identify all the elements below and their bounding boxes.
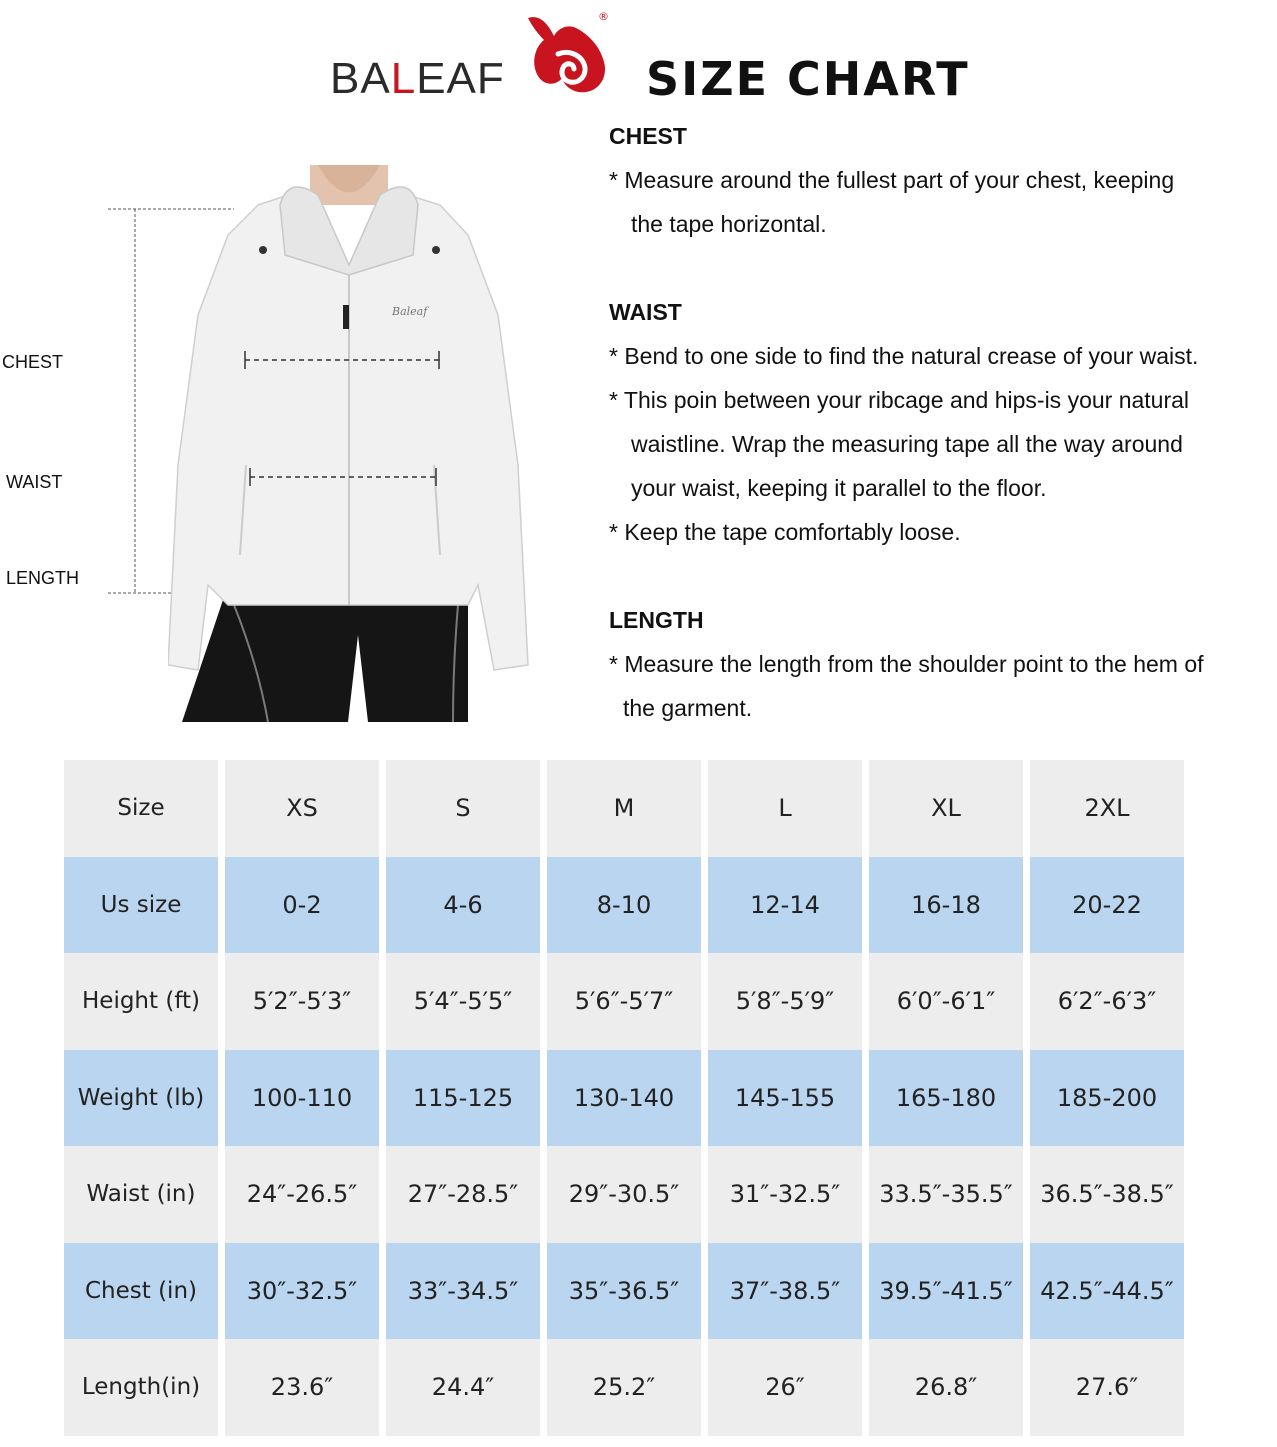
- table-cell: M: [547, 760, 701, 857]
- table-cell: 30″-32.5″: [225, 1243, 379, 1340]
- table-cell: 39.5″-41.5″: [869, 1243, 1023, 1340]
- waist-text-4: your waist, keeping it parallel to the floor.: [631, 475, 1047, 501]
- table-cell: 24″-26.5″: [225, 1146, 379, 1243]
- table-cell: 4-6: [386, 857, 540, 954]
- table-cell: 100-110: [225, 1050, 379, 1147]
- table-cell: 20-22: [1030, 857, 1184, 954]
- table-row-us-size: [64, 857, 1186, 954]
- size-table: [64, 760, 1186, 1436]
- chest-heading: CHEST: [609, 123, 687, 149]
- table-row-waist: [64, 1146, 1186, 1243]
- table-cell: XL: [869, 760, 1023, 857]
- table-cell: 36.5″-38.5″: [1030, 1146, 1184, 1243]
- waist-label: WAIST: [6, 472, 63, 492]
- table-cell: 185-200: [1030, 1050, 1184, 1147]
- table-cell: 24.4″: [386, 1339, 540, 1436]
- table-cell: 35″-36.5″: [547, 1243, 701, 1340]
- baleaf-flame-logo-icon: [518, 6, 618, 98]
- table-cell: 42.5″-44.5″: [1030, 1243, 1184, 1340]
- table-row-length: [64, 1339, 1186, 1436]
- registered-mark: ®: [598, 10, 609, 23]
- waist-guide: [609, 290, 1274, 554]
- table-cell: 31″-32.5″: [708, 1146, 862, 1243]
- table-cell: 6′2″-6′3″: [1030, 953, 1184, 1050]
- table-cell: 2XL: [1030, 760, 1184, 857]
- table-cell: 27″-28.5″: [386, 1146, 540, 1243]
- table-cell: XS: [225, 760, 379, 857]
- length-heading: LENGTH: [609, 607, 704, 633]
- table-cell: L: [708, 760, 862, 857]
- chest-text-2: the tape horizontal.: [631, 211, 827, 237]
- row-label: Size: [64, 760, 218, 857]
- brand-prefix: BA: [330, 54, 391, 103]
- table-cell: 5′2″-5′3″: [225, 953, 379, 1050]
- waist-text-1: * Bend to one side to find the natural crease of your waist.: [609, 343, 1199, 369]
- table-cell: 0-2: [225, 857, 379, 954]
- page-header: [0, 0, 1277, 120]
- table-cell: 37″-38.5″: [708, 1243, 862, 1340]
- jacket-logo-text: Baleaf: [392, 305, 428, 318]
- table-cell: S: [386, 760, 540, 857]
- waist-text-5: * Keep the tape comfortably loose.: [609, 519, 961, 545]
- brand-wordmark: [330, 54, 505, 104]
- chest-text-1: * Measure around the fullest part of your chest, keeping: [609, 167, 1175, 193]
- waist-text-2: * This poin between your ribcage and hips-is your natural: [609, 387, 1190, 413]
- table-cell: 27.6″: [1030, 1339, 1184, 1436]
- length-guide: [609, 598, 1274, 730]
- table-cell: 23.6″: [225, 1339, 379, 1436]
- table-row-size: [64, 760, 1186, 857]
- table-cell: 115-125: [386, 1050, 540, 1147]
- length-text-2: the garment.: [623, 695, 753, 721]
- table-cell: 5′6″-5′7″: [547, 953, 701, 1050]
- table-cell: 130-140: [547, 1050, 701, 1147]
- waist-heading: WAIST: [609, 299, 682, 325]
- table-cell: 145-155: [708, 1050, 862, 1147]
- table-cell: 33.5″-35.5″: [869, 1146, 1023, 1243]
- chest-guide: [609, 114, 1274, 246]
- table-cell: 6′0″-6′1″: [869, 953, 1023, 1050]
- table-cell: 25.2″: [547, 1339, 701, 1436]
- row-label: Chest (in): [64, 1243, 218, 1340]
- table-cell: 12-14: [708, 857, 862, 954]
- table-row-weight: [64, 1050, 1186, 1147]
- model-jacket-photo: [168, 165, 538, 722]
- table-cell: 29″-30.5″: [547, 1146, 701, 1243]
- row-label: Us size: [64, 857, 218, 954]
- brand-accent: L: [390, 54, 417, 103]
- table-cell: 5′8″-5′9″: [708, 953, 862, 1050]
- table-row-height: [64, 953, 1186, 1050]
- brand-suffix: EAF: [416, 54, 505, 103]
- page-title: SIZE CHART: [646, 52, 970, 106]
- table-cell: 33″-34.5″: [386, 1243, 540, 1340]
- waist-text-3: waistline. Wrap the measuring tape all the way around: [631, 431, 1183, 457]
- row-label: Waist (in): [64, 1146, 218, 1243]
- chest-label: CHEST: [2, 352, 64, 372]
- table-cell: 8-10: [547, 857, 701, 954]
- table-cell: 5′4″-5′5″: [386, 953, 540, 1050]
- table-cell: 26.8″: [869, 1339, 1023, 1436]
- row-label: Height (ft): [64, 953, 218, 1050]
- length-text-1: * Measure the length from the shoulder point to the hem of: [609, 651, 1204, 677]
- table-cell: 16-18: [869, 857, 1023, 954]
- row-label: Length(in): [64, 1339, 218, 1436]
- length-label: LENGTH: [6, 568, 80, 588]
- table-cell: 26″: [708, 1339, 862, 1436]
- table-cell: 165-180: [869, 1050, 1023, 1147]
- row-label: Weight (lb): [64, 1050, 218, 1147]
- table-row-chest: [64, 1243, 1186, 1340]
